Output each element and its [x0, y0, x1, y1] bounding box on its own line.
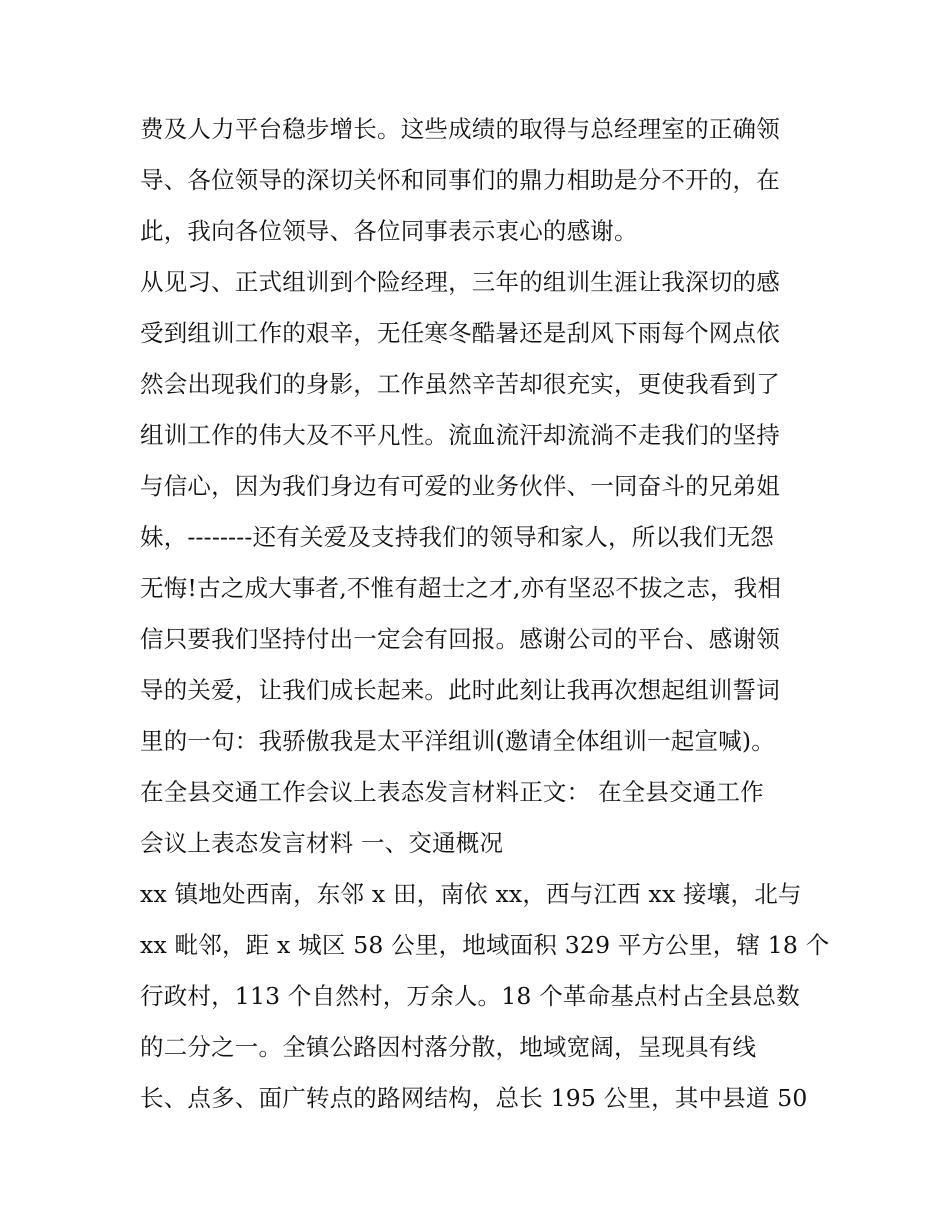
text-line: 受到组训工作的艰辛，无任寒冬酷暑还是刮风下雨每个网点依 — [140, 319, 780, 347]
text-line: 然会出现我们的身影，工作虽然辛苦却很充实，更使我看到了 — [140, 370, 780, 398]
text-line: 里的一句：我骄傲我是太平洋组训(邀请全体组训一起宣喊)。 — [140, 727, 775, 755]
text-line: xx 毗邻，距 x 城区 58 公里，地域面积 329 平方公里，辖 18 个 — [140, 931, 830, 959]
text-line: 会议上表态发言材料 一、交通概况 — [140, 829, 504, 857]
text-line: xx 镇地处西南，东邻 x 田，南依 xx，西与江西 xx 接壤，北与 — [140, 880, 802, 908]
document-body — [140, 104, 830, 1124]
text-line: 长、点多、面广转点的路网结构，总长 195 公里，其中县道 50 — [140, 1084, 808, 1112]
text-line: 组训工作的伟大及不平凡性。流血流汗却流淌不走我们的坚持 — [140, 421, 780, 449]
text-line: 导的关爱，让我们成长起来。此时此刻让我再次想起组训誓词 — [140, 676, 780, 704]
text-line: 与信心，因为我们身边有可爱的业务伙伴、一同奋斗的兄弟姐 — [140, 472, 780, 500]
text-line: 信只要我们坚持付出一定会有回报。感谢公司的平台、感谢领 — [140, 625, 780, 653]
text-line: 导、各位领导的深切关怀和同事们的鼎力相助是分不开的，在 — [140, 166, 780, 194]
text-line: 行政村，113 个自然村，万余人。18 个革命基点村占全县总数 — [140, 982, 800, 1010]
text-line: 无悔!古之成大事者,不惟有超士之才,亦有坚忍不拔之志，我相 — [140, 574, 782, 602]
text-line: 费及人力平台稳步增长。这些成绩的取得与总经理室的正确领 — [140, 115, 780, 143]
text-line: 此，我向各位领导、各位同事表示衷心的感谢。 — [140, 217, 638, 245]
text-line: 的二分之一。全镇公路因村落分散，地域宽阔，呈现具有线 — [140, 1033, 757, 1061]
text-line: 从见习、正式组训到个险经理，三年的组训生涯让我深切的感 — [140, 268, 780, 296]
text-line: 在全县交通工作会议上表态发言材料正文： 在全县交通工作 — [140, 778, 764, 806]
text-line: 妹，--------还有关爱及支持我们的领导和家人，所以我们无怨 — [140, 523, 774, 551]
